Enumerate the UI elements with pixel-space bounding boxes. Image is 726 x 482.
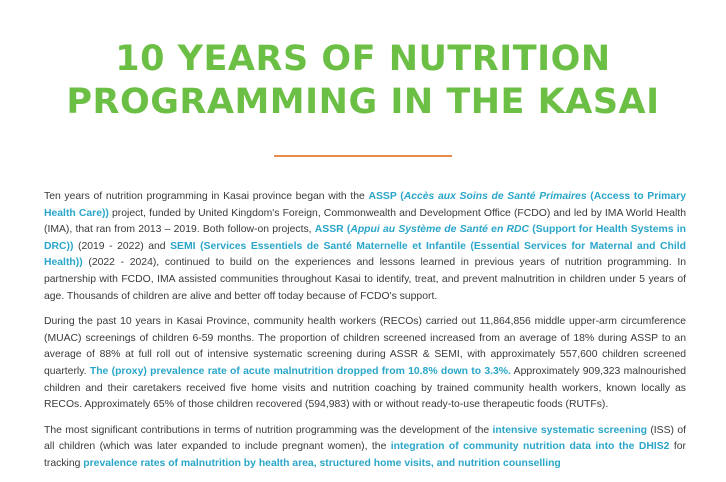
highlight-text: ASSR ( bbox=[314, 224, 351, 236]
body-text bbox=[44, 189, 686, 482]
page-title bbox=[0, 38, 726, 124]
paragraph-2 bbox=[44, 314, 686, 414]
paragraph-1 bbox=[44, 189, 686, 305]
paragraph-text: project, funded by United Kingdom's Foreign, Commonwealth and Development Office (FCDO) and led by IMA World Health (IMA), that ran from 2013 – 2019. Both follow-on projects, bbox=[44, 207, 686, 236]
highlight-text: SEMI (Services Essentiels de Santé Maternelle et Infantile (Essential Services for Maternal and Child Health)) bbox=[44, 240, 686, 269]
paragraph-text: The most significant contributions in terms of nutrition programming was the development of the bbox=[44, 424, 493, 436]
title-divider bbox=[274, 155, 452, 157]
paragraph-text: (2019 - 2022) and bbox=[73, 240, 171, 252]
paragraph-text: (ISS) of all children (which was later expanded to include pregnant women), the bbox=[44, 424, 686, 453]
highlight-text: (Access to Primary Health Care)) bbox=[44, 191, 686, 219]
highlight-text: The (proxy) prevalence rate of acute malnutrition dropped from 10.8% down to 3.3%. bbox=[89, 365, 511, 377]
title-line-1: 10 YEARS OF NUTRITION bbox=[115, 39, 611, 79]
highlight-text: intensive systematic screening bbox=[492, 424, 648, 436]
paragraph-text: During the past 10 years in Kasai Province, community health workers (RECOs) carried out 11,864,856 middle upper-arm circumference (MUAC) screenings of children 6-59 months. The proportion of children screened increased from an average of 18% during ASSP to an average of 88% at full roll out of intensive systematic screening during ASSR & SEMI, with approximately 557,600 children screened quarterly. bbox=[44, 316, 686, 377]
paragraph-3 bbox=[44, 423, 686, 473]
highlight-text: Accès aux Soins de Santé Primaires bbox=[403, 191, 587, 202]
paragraph-text: (2022 - 2024), continued to build on the experiences and lessons learned in previous years of nutrition programming. In partnership with FCDO, IMA assisted communities throughout Kasai to identify, treat, and prevent malnutrition in children under 5 years of age. Thousands of children are alive and better off today because of FCDO's support. bbox=[44, 257, 686, 302]
highlight-text: integration of community nutrition data into the DHIS2 bbox=[390, 441, 670, 453]
highlight-text: prevalence rates of malnutrition by health area, structured home visits, and nutrition counselling bbox=[83, 457, 561, 469]
title-line-2: PROGRAMMING IN THE KASAI bbox=[66, 82, 660, 122]
paragraph-text: for tracking bbox=[44, 441, 686, 469]
highlight-text: ASSP ( bbox=[368, 191, 404, 202]
highlight-text: (Support for Health Systems in DRC)) bbox=[44, 224, 687, 252]
paragraph-text: Approximately 909,323 malnourished children and their caretakers received five home visits and nutrition coaching by trained community health workers, known locally as RECOs. Approximately 65% of those children recovered (594,983) with or without ready-to-use therapeutic foods (RUTFs). bbox=[44, 365, 686, 411]
paragraph-text: Ten years of nutrition programming in Kasai province began with the bbox=[44, 191, 369, 202]
highlight-text: Appui au Système de Santé en RDC bbox=[350, 224, 530, 236]
